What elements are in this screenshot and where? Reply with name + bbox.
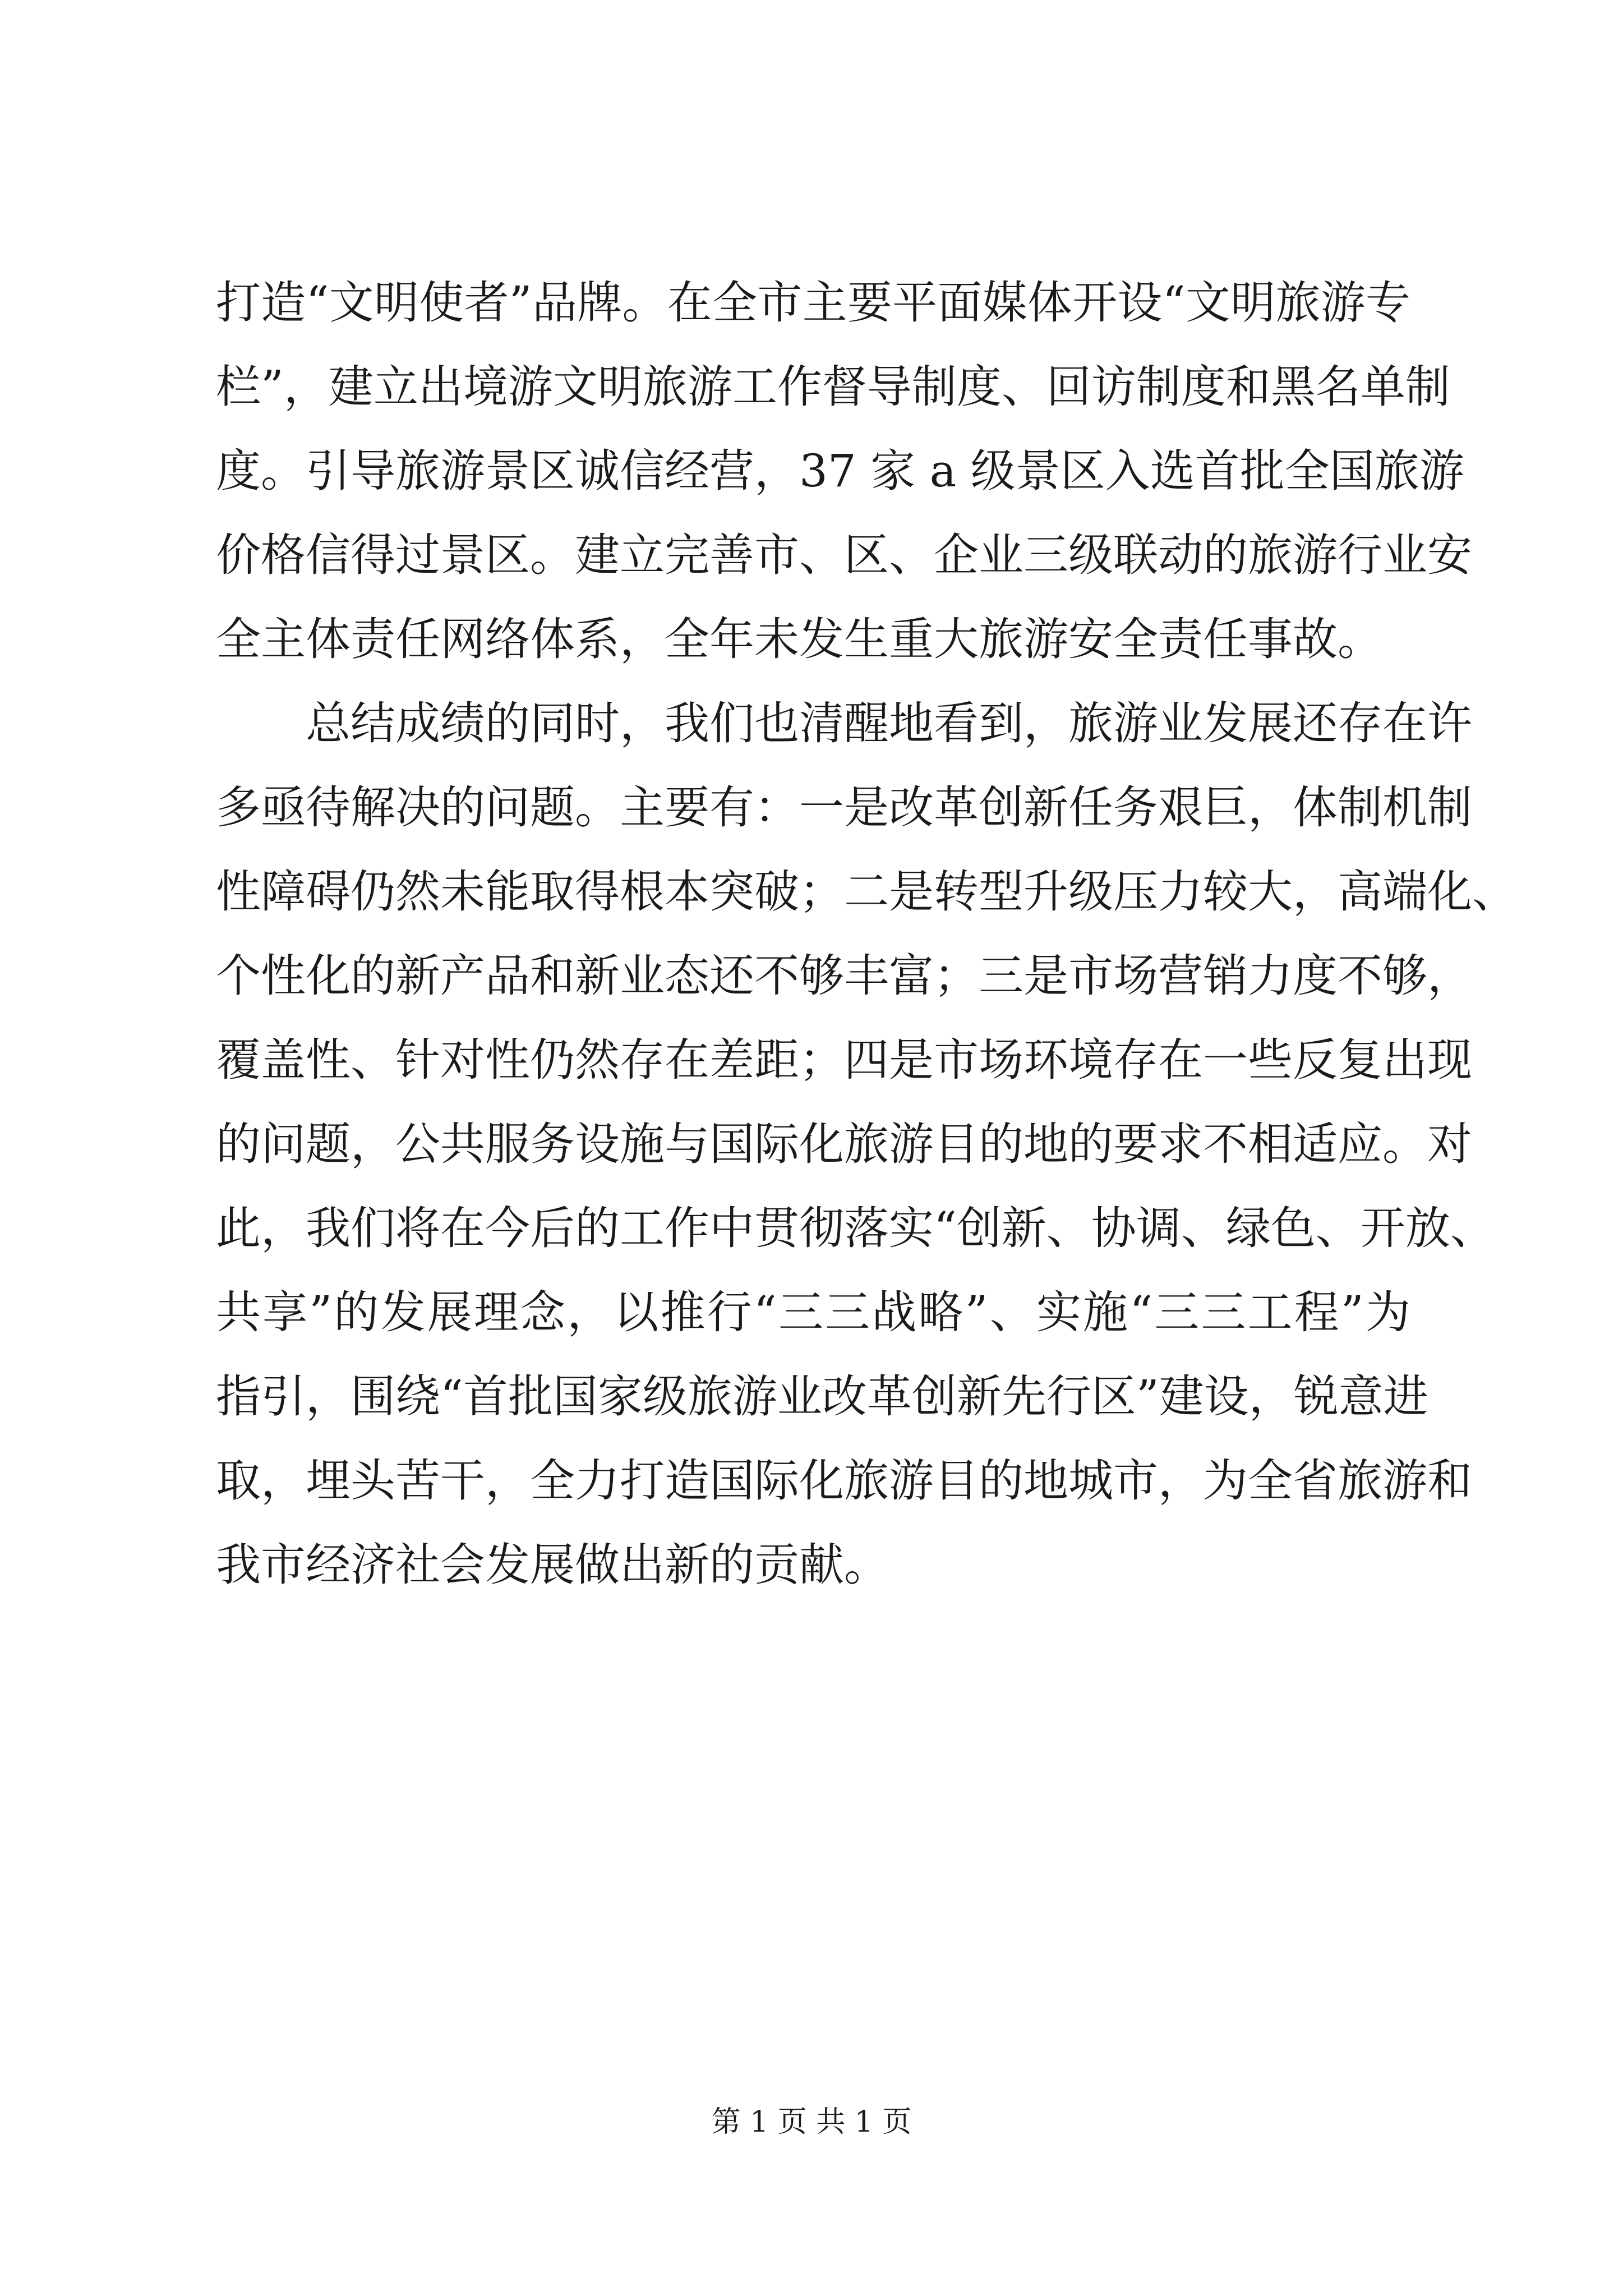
text-line: 栏”，建立出境游文明旅游工作督导制度、回访制度和黑名单制 xyxy=(216,361,1450,413)
paragraph-2 xyxy=(216,682,1517,1607)
document-body xyxy=(216,261,1517,1607)
paragraph-1 xyxy=(216,261,1472,682)
text-line: 共享”的发展理念，以推行“三三战略”、实施“三三工程”为 xyxy=(216,1286,1410,1338)
text-line: 性障碍仍然未能取得根本突破；二是转型升级压力较大，高端化、 xyxy=(216,866,1517,918)
text-line: 我市经济社会发展做出新的贡献。 xyxy=(216,1539,889,1591)
text-line: 总结成绩的同时，我们也清醒地看到，旅游业发展还存在许 xyxy=(216,697,1472,749)
page-footer: 第 1 页 共 1 页 xyxy=(711,2105,912,2139)
text-line: 取，埋头苦干，全力打造国际化旅游目的地城市，为全省旅游和 xyxy=(216,1455,1472,1507)
text-line: 度。引导旅游景区诚信经营，37 家 a 级景区入选首批全国旅游 xyxy=(216,445,1464,497)
text-line: 全主体责任网络体系，全年未发生重大旅游安全责任事故。 xyxy=(216,613,1382,665)
text-line: 多亟待解决的问题。主要有：一是改革创新任务艰巨，体制机制 xyxy=(216,781,1472,834)
text-line: 覆盖性、针对性仍然存在差距；四是市场环境存在一些反复出现 xyxy=(216,1034,1472,1086)
text-line: 指引，围绕“首批国家级旅游业改革创新先行区”建设，锐意进 xyxy=(216,1370,1428,1423)
text-line: 价格信得过景区。建立完善市、区、企业三级联动的旅游行业安 xyxy=(216,529,1472,581)
text-line: 的问题，公共服务设施与国际化旅游目的地的要求不相适应。对 xyxy=(216,1118,1472,1170)
text-line: 此，我们将在今后的工作中贯彻落实“创新、协调、绿色、开放、 xyxy=(216,1202,1495,1254)
text-line: 个性化的新产品和新业态还不够丰富；三是市场营销力度不够， xyxy=(216,950,1472,1002)
text-line: 打造“文明使者”品牌。在全市主要平面媒体开设“文明旅游专 xyxy=(216,277,1410,329)
